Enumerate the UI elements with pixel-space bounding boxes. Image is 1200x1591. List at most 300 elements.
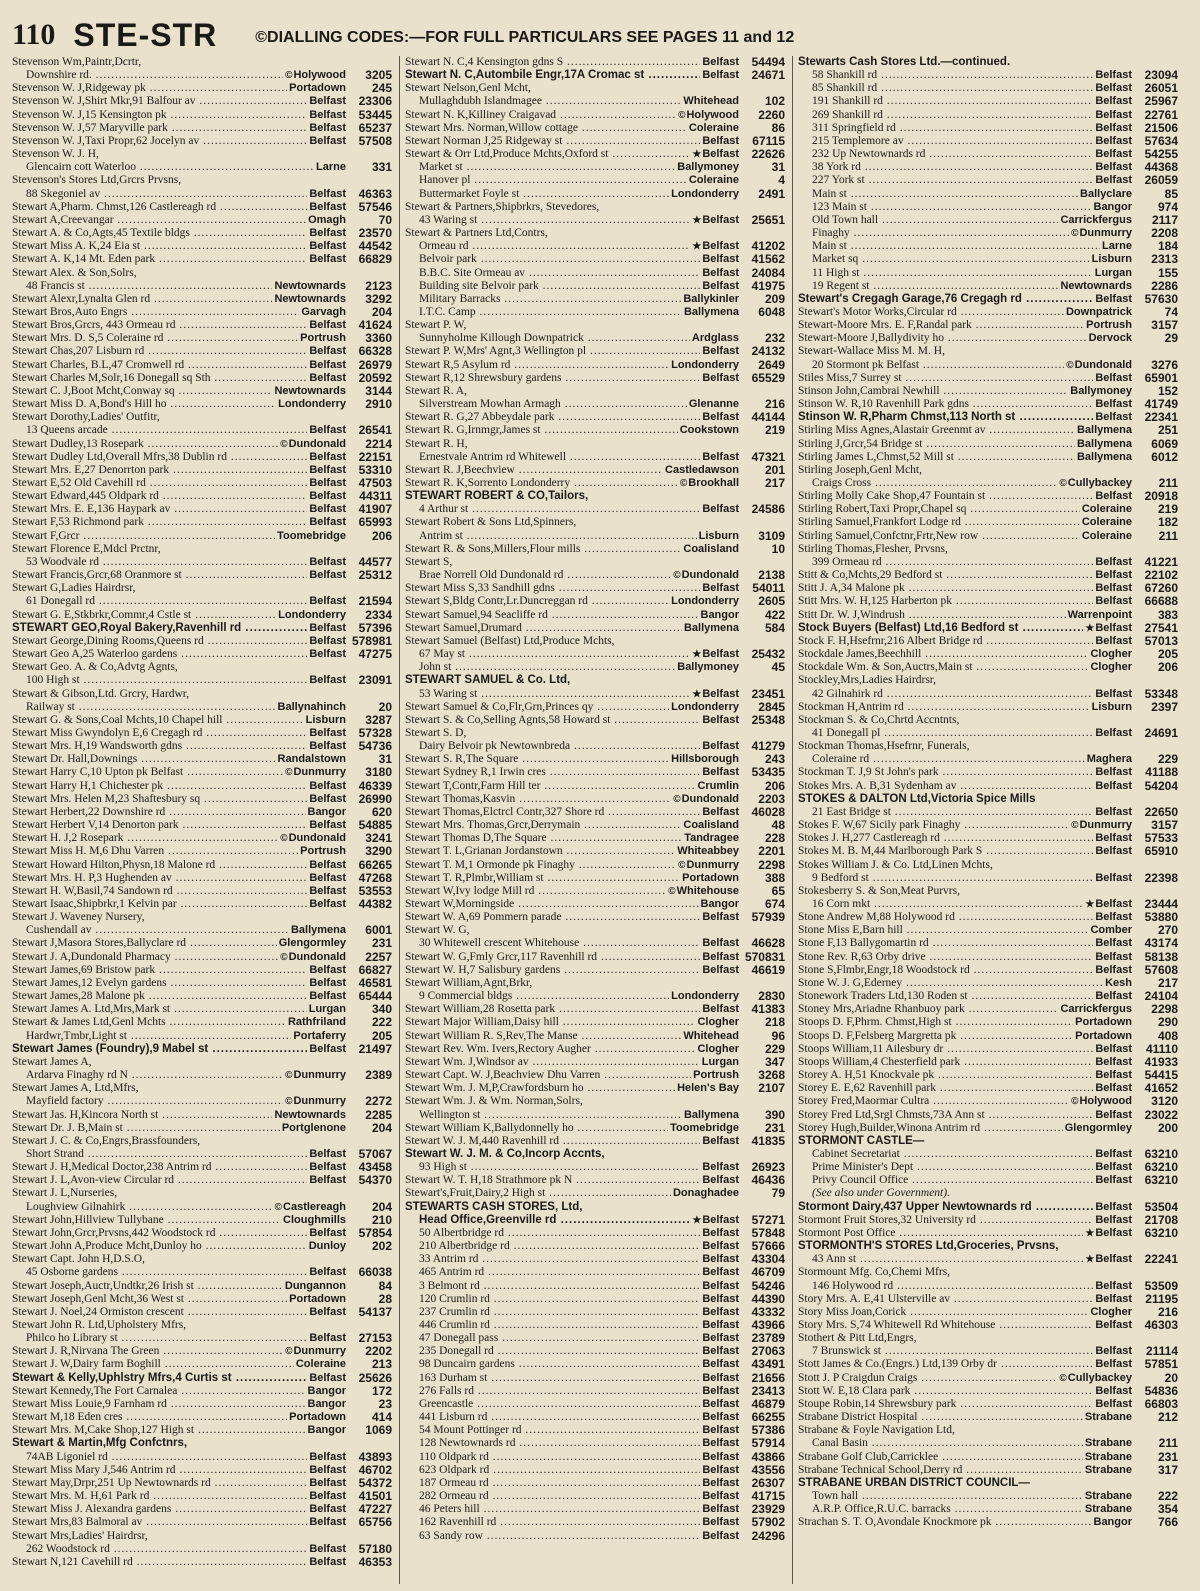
listing-exchange [700,964,739,977]
listing-exchange-name: Belfast [702,1463,739,1476]
listing-name: 100 High st ..... [26,674,307,687]
listing-entry [12,1464,392,1477]
listing-phone-number: 204 [371,1199,392,1214]
listing-phone-number: 41907 [358,502,392,517]
listing-exchange-name: Belfast [309,990,346,1003]
listing-continuation-line: Stewart-Wallace Miss M. M. H, [798,345,945,358]
listing-exchange-name: Lurgan [308,1003,346,1016]
listing-phone-number: 21195 [1145,1291,1178,1306]
listing-exchange [307,885,346,898]
listing-phone-number: 231 [1157,1449,1178,1464]
listing-phone-number: 57546 [358,199,392,214]
listing-exchange-name: Castledawson [665,463,739,476]
listing-exchange [307,648,346,661]
listing-exchange [675,1082,739,1095]
listing-entry [12,990,392,1003]
listing-entry [798,214,1178,227]
dialling-code-icon: © [274,1201,283,1213]
listing-exchange-name: Portadown [1075,1016,1132,1029]
listing-entry [12,1148,392,1161]
listing-entry [12,727,392,740]
listing-name: Story Mrs. A. E,41 Ulsterville av ..... [798,1293,1093,1306]
listing-entry [12,214,392,227]
listing-exchange [307,1161,346,1174]
listing-exchange [700,1161,739,1174]
listing-exchange-name: Belfast [309,648,346,661]
listing-exchange [678,477,739,490]
listing-phone-number: 53445 [358,107,392,122]
listing-entry [405,1516,785,1529]
listing-exchange [1085,753,1132,766]
listing-exchange [690,648,739,661]
listing-phone-number: 41715 [751,1489,785,1504]
listing-exchange-name: Belfast [309,1490,346,1503]
listing-name: Stewart Miss S,33 Sandhill gdns ..... [405,582,700,595]
listing-exchange-name: Dunmurry [293,1095,346,1108]
listing-name: Stoops D. F,Phrm. Chmst,High st ..... [798,1016,1073,1029]
listing-continuation-line: Stewart Geo. A. & Co,Advtg Agnts, [12,661,178,674]
listing-name: Stewart Isaac,Shipbrkr,1 Kelvin par ..... [12,898,307,911]
listing-name: Stewart S,Bldg Contr,Lr.Duncreggan rd ..... [405,595,669,608]
listing-exchange-name: Portadown [289,82,346,95]
listing-name: Finaghy ..... [812,227,1069,240]
listing-exchange-name: Belfast [702,805,739,818]
listing-phone-number: 41202 [751,239,785,254]
listing-exchange [1093,937,1132,950]
listing-entry [798,872,1178,885]
listing-phone-number: 383 [1157,607,1178,622]
listing-phone-number: 66803 [1144,1396,1178,1411]
listing-name: Strabane Technical School,Derry rd ..... [798,1464,1083,1477]
listing-name: Stewart Mrs. D. S,5 Coleraine rd ..... [12,332,298,345]
listing-name: Story Mrs. S,74 Whitewell Rd Whitehouse ..... [798,1319,1093,1332]
listing-exchange-name: Strabane [1084,1490,1132,1503]
listing-name: Stewart George,Dining Rooms,Queens rd ..... [12,635,307,648]
listing-entry [798,1174,1178,1187]
listing-name: Stewart Wm. J,Windsor av ..... [405,1056,700,1069]
listing-name: 33 Antrim rd ..... [419,1253,700,1266]
listing-exchange [700,911,739,924]
listing-entry [12,372,392,385]
listing-exchange [281,1214,346,1227]
star-icon: ★ [692,688,702,700]
listing-continuation-line: Stokesberry S. & Son,Meat Purvrs, [798,884,960,897]
listing-exchange [1093,411,1132,424]
listing-phone-number: 3205 [365,68,392,83]
listing-phone-number: 21594 [358,594,392,609]
listing-continuation-line: Stewart R. H, [405,437,468,450]
listing-name: Stewart W. T. H,18 Strathmore pk N ..... [405,1174,700,1187]
listing-phone-number: 23306 [358,94,392,109]
listing-exchange-name: Belfast [309,1042,346,1055]
listing-exchange [690,214,739,227]
listing-exchange [307,977,346,990]
listing-exchange-name: Londonderry [671,990,739,1003]
listing-exchange-name: Coleraine [688,121,739,134]
listing-phone-number: 85 [1164,186,1178,201]
listing-exchange [307,372,346,385]
listing-exchange [700,1003,739,1016]
listing-name: Stewart William K,Ballydonnelly ho ..... [405,1122,668,1135]
listing-exchange [307,135,346,148]
listing-exchange [1068,385,1132,398]
listing-exchange-name: Downpatrick [1065,305,1132,318]
listing-name: Stirling Robert,Taxi Propr,Chapel sq ..... [798,503,1080,516]
listing-name: Stock F. H,Hsefrnr,216 Albert Bridge rd ..... [798,635,1093,648]
listing-exchange [1093,109,1132,122]
listing-name: Stoops William,11 Ailesbury dr ..... [798,1043,1093,1056]
listing-phone-number: 205 [1157,647,1178,662]
dialling-code-icon: © [285,1346,293,1358]
listing-name: 441 Lisburn rd ..... [419,1411,700,1424]
listing-exchange [307,569,346,582]
listing-exchange-name: Belfast [702,503,739,516]
listing-exchange [700,806,739,819]
listing-phone-number: 22626 [751,147,785,162]
listing-phone-number: 84 [378,1278,392,1293]
listing-entry [405,1411,785,1424]
listing-exchange [307,109,346,122]
listing-entry [12,280,392,293]
listing-continuation-line: Stewart & Partners,Shipbrkrs, Stevedores, [405,200,600,213]
listing-name: Stott James & Co.(Engrs.) Ltd,139 Orby dr ..... [798,1358,1093,1371]
listing-continuation-line: Stewart S. D, [405,726,467,739]
listing-entry [798,122,1178,135]
listing-continuation-line: Stewart Alex. & Son,Solrs, [12,266,137,279]
listing-exchange [1075,451,1132,464]
listing-phone-number: 219 [1157,502,1178,517]
listing-exchange [1084,319,1132,332]
listing-name: Hanover pl ..... [419,174,687,187]
listing-exchange [307,1490,346,1503]
listing-phone-number: 205 [371,1028,392,1043]
listing-name: Glencairn cott Waterloo ..... [26,161,314,174]
listing-entry [798,332,1178,345]
listing-entry [405,1003,785,1016]
listing-phone-number: 578981 [351,633,392,648]
listing-name: Silverstream Mowhan Armagh ..... [419,398,687,411]
listing-exchange-name: Belfast [702,1529,739,1542]
listing-phone-number: 2286 [1151,278,1178,293]
listing-phone-number: 54370 [358,1173,392,1188]
listing-entry [798,569,1178,582]
listing-exchange-name: Carrickfergus [1060,213,1132,226]
listing-phone-number: 65901 [1144,370,1178,385]
listing-exchange-name: Belfast [702,1437,739,1450]
listing-name: Cabinet Secretariat ..... [812,1148,1093,1161]
listing-phone-number: 340 [371,1002,392,1017]
listing-entry [798,1253,1178,1266]
listing-exchange [700,1240,739,1253]
listing-name: 19 Regent st ..... [812,280,1058,293]
listing-phone-number: 3241 [365,831,392,846]
listing-exchange [700,1319,739,1332]
listing-exchange [687,174,739,187]
listing-exchange-name: Strabane [1084,1463,1132,1476]
listing-exchange-name: Belfast [1095,845,1132,858]
listing-name: Town hall ..... [812,1490,1083,1503]
listing-name: 42 Gilnahirk rd ..... [812,688,1093,701]
listing-phone-number: 44144 [751,410,785,425]
listing-exchange [1093,95,1132,108]
listing-entry [12,122,392,135]
listing-phone-number: 23444 [1144,897,1178,911]
listing-exchange [307,227,346,240]
listing-exchange-name: Belfast [702,1213,739,1226]
listing-name: Stewart Herbert,22 Downshire rd ..... [12,806,306,819]
listing-name: 61 Donegall rd ..... [26,595,307,608]
listing-phone-number: 22151 [358,449,392,464]
listing-name: Stewart Mrs. H. P,3 Hughenden av ..... [12,872,307,885]
directory-column-2 [405,56,785,1584]
listing-name: Stokes Mrs. A. B,31 Sydenham av ..... [798,780,1093,793]
dialling-codes-note: ©DIALLING CODES:—FOR FULL PARTICULARS SEE PAGES 11 and 12 [255,29,795,46]
star-icon: ★ [1085,899,1095,910]
listing-name: 227 York st ..... [812,174,1093,187]
listing-exchange-name: Belfast [1095,411,1132,424]
listing-phone-number: 57902 [751,1515,785,1530]
listing-entry [12,1345,392,1358]
listing-exchange-name: Dervock [1088,332,1132,345]
listing-phone-number: 47321 [751,449,785,464]
listing-continuation-line: Stewart W. J. M. & Co,Incorp Accnts, [405,1147,605,1160]
listing-name: Stewart T. M,1 Ormonde pk Finaghy ..... [405,859,676,872]
listing-name: Stewart James,69 Bristow park ..... [12,964,307,977]
listing-name: Stone Rev. R,63 Orby drive ..... [798,951,1093,964]
listing-phone-number: 25626 [358,1370,392,1385]
listing-exchange-name: Belfast [702,1279,739,1292]
listing-exchange [690,688,739,701]
listing-entry [12,109,392,122]
listing-name: Stewart E,52 Old Cavehill rd ..... [12,477,307,490]
listing-phone-number: 2313 [1151,252,1178,267]
listing-entry [405,1424,785,1437]
listing-phone-number: 57013 [1144,633,1178,648]
listing-exchange-name: Glengormley [1064,1121,1132,1134]
listing-phone-number: 29 [1164,331,1178,346]
listing-exchange [1090,701,1132,714]
listing-entry [798,1056,1178,1069]
listing-exchange-name: Dunmurry [293,1345,346,1358]
listing-exchange-name: Belfast [702,1345,739,1358]
listing-name: Strachan S. T. O,Avondale Knockmore pk ..... [798,1516,1092,1529]
listing-exchange [681,543,739,556]
listing-exchange-name: Whiteabbey [677,845,739,858]
listing-name: Stewart Harry H,1 Chichester pk ..... [12,780,307,793]
listing-exchange [307,556,346,569]
listing-name: Stirling Miss Agnes,Alastair Greenmt av ..... [798,424,1075,437]
listing-exchange-name: Glengormley [278,937,346,950]
listing-name: Stewart James (Foundry),9 Mabel st ..... [12,1043,307,1056]
dialling-code-icon: © [1071,1096,1079,1108]
listing-exchange [1083,1227,1132,1240]
listing-entry [798,635,1178,648]
listing-name: Stewart R. K,Sorrento Londonderry ..... [405,477,678,490]
listing-exchange [1093,1109,1132,1122]
listing-name: Stewart Dr. J. B,Main st ..... [12,1122,280,1135]
listing-phone-number: 331 [371,160,392,175]
listing-entry [798,359,1178,372]
listing-name: Stewart Mrs. M,Cake Shop,127 High st ..... [12,1424,306,1437]
listing-name: Main st ..... [812,240,1100,253]
listing-exchange-name: Belfast [702,911,739,924]
listing-phone-number: 27541 [1144,620,1178,635]
listing-exchange [695,1016,739,1029]
listing-phone-number: 65910 [1144,844,1178,859]
listing-phone-number: 2201 [758,844,785,859]
star-icon: ★ [692,241,702,253]
listing-exchange-name: Belfast [1095,1226,1132,1239]
listing-exchange-name: Belfast [1095,121,1132,134]
listing-exchange [307,595,346,608]
listing-name: Stewart Mrs. Helen M,23 Shaftesbury sq ..... [12,793,307,806]
listing-exchange-name: Belfast [702,1319,739,1331]
listing-entry [405,1490,785,1503]
listing-exchange [700,1516,739,1529]
listing-exchange [1093,872,1132,885]
listing-name: Stinson W. R,10 Ravenhill Park gdns ..... [798,398,1093,411]
listing-exchange [1093,845,1132,858]
listing-exchange-name: Belfast [309,200,346,213]
listing-phone-number: 65756 [358,1515,392,1530]
listing-name: Stewart Samuel & Co,Flr,Grn,Princes qy ..... [405,701,669,714]
listing-phone-number: 23570 [358,226,392,241]
listing-exchange [1093,1280,1132,1293]
listing-exchange [700,1306,739,1319]
listing-exchange [1093,372,1132,385]
listing-name: Stewart Samuel,Drumard ..... [405,622,682,635]
listing-exchange-name: Belfast [1095,595,1132,608]
listing-phone-number: 2208 [1151,226,1178,241]
listing-name: Stewart Miss H. M,6 Dhu Varren ..... [12,845,298,858]
listing-continuation-line: Stewart Capt. John H,D.S.O, [12,1253,145,1266]
listing-name: 63 Sandy row ..... [419,1530,700,1543]
listing-exchange [307,1464,346,1477]
listing-exchange-name: Belfast [702,253,739,266]
listing-exchange [700,372,739,385]
listing-name: 237 Crumlin rd ..... [419,1306,700,1319]
listing-phone-number: 41975 [751,278,785,293]
listing-exchange-name: Belfast [702,1503,739,1516]
listing-entry [405,122,785,135]
listing-exchange [681,293,739,306]
listing-entry [798,753,1178,766]
listing-exchange [307,793,346,806]
listing-phone-number: 53435 [751,765,785,780]
listing-name: 311 Springfield rd ..... [812,122,1093,135]
listing-exchange [283,766,346,779]
listing-phone-number: 66265 [358,857,392,872]
listing-name: Stewart-Moore Mrs. E. F,Randal park ..... [798,319,1084,332]
listing-exchange [1093,174,1132,187]
listing-phone-number: 43458 [358,1160,392,1175]
listing-entry [798,688,1178,701]
listing-continuation-line: Stothert & Pitt Ltd,Engrs, [798,1332,917,1345]
listing-exchange-name: Lisburn [305,713,346,726]
listing-name: Stewart John,Grcr,Prvsns,442 Woodstock rd ..... [12,1227,307,1240]
listing-entry [798,253,1178,266]
listing-entry [798,227,1178,240]
listing-entry [12,95,392,108]
listing-name: Stewart J. Noel,24 Ormiston crescent ..... [12,1306,307,1319]
listing-entry [12,1280,392,1293]
listing-phone-number: 20918 [1144,489,1178,504]
listing-exchange-name: Belfast [1095,148,1132,161]
listing-name: Stewart J. L,Avon-view Circular rd ..... [12,1174,307,1187]
listing-name: Stirling Molly Cake Shop,47 Fountain st ..... [798,490,1093,503]
listing-name: 16 Corn mkt ..... [812,898,1083,911]
listing-name: Railway st ..... [26,701,276,714]
listing-phone-number: 231 [371,936,392,951]
listing-entry [405,714,785,727]
listing-phone-number: 155 [1157,265,1178,280]
listing-exchange-name: Whitehead [683,95,739,108]
listing-name: 7 Brunswick st ..... [812,1345,1093,1358]
listing-exchange [1064,306,1132,319]
listing-phone-number: 54415 [1144,1068,1178,1083]
listing-entry [405,688,785,701]
listing-exchange [307,740,346,753]
listing-name: Stott W. E,18 Clara park ..... [798,1385,1093,1398]
listing-exchange-name: Belfast [1095,569,1132,582]
listing-entry [12,424,392,437]
listing-exchange-name: Belfast [1095,1069,1132,1082]
listing-phone-number: 67260 [1144,581,1178,596]
listing-exchange [1093,780,1132,793]
listing-exchange [700,582,739,595]
listing-entry [12,1266,392,1279]
listing-phone-number: 290 [1157,1015,1178,1030]
listing-exchange [307,95,346,108]
listing-exchange-name: Belfast [702,713,739,726]
listing-entry [798,398,1178,411]
listing-exchange [700,714,739,727]
listing-exchange-name: Belfast [309,1542,346,1555]
listing-exchange-name: Belfast [702,345,739,358]
listing-exchange-name: Belfast [702,1161,739,1174]
listing-entry [798,609,1178,622]
listing-phone-number: 65237 [358,120,392,135]
listing-exchange-name: Toomebridge [277,529,346,542]
listing-continuation-line: Stewart James A, Ltd,Mfrs, [12,1082,139,1095]
listing-entry [405,253,785,266]
listing-entry [405,424,785,437]
listing-entry [405,1030,785,1043]
listing-phone-number: 25312 [358,568,392,583]
listing-exchange [304,714,346,727]
listing-entry [405,477,785,490]
listing-entry [12,1424,392,1437]
listing-exchange [307,1372,346,1385]
listing-continuation-line: Strabane & Foyle Navigation Ltd, [798,1424,955,1437]
listing-exchange [700,1056,739,1069]
listing-phone-number: 41933 [1144,1054,1178,1069]
listing-name: Loughview Gilnahirk ..... [26,1201,273,1214]
listing-entry [405,293,785,306]
listing-exchange [1093,135,1132,148]
listing-entry [12,1174,392,1187]
listing-exchange [1092,201,1133,214]
listing-entry [12,1030,392,1043]
listing-exchange [283,69,346,82]
listing-entry [798,1490,1178,1503]
listing-exchange [1088,661,1132,674]
listing-exchange [1093,1385,1132,1398]
listing-name: Strabane District Hospital ..... [798,1411,1083,1424]
listing-exchange [1092,1516,1133,1529]
listing-phone-number: 63210 [1144,1146,1178,1161]
listing-name: 11 High st ..... [812,267,1093,280]
